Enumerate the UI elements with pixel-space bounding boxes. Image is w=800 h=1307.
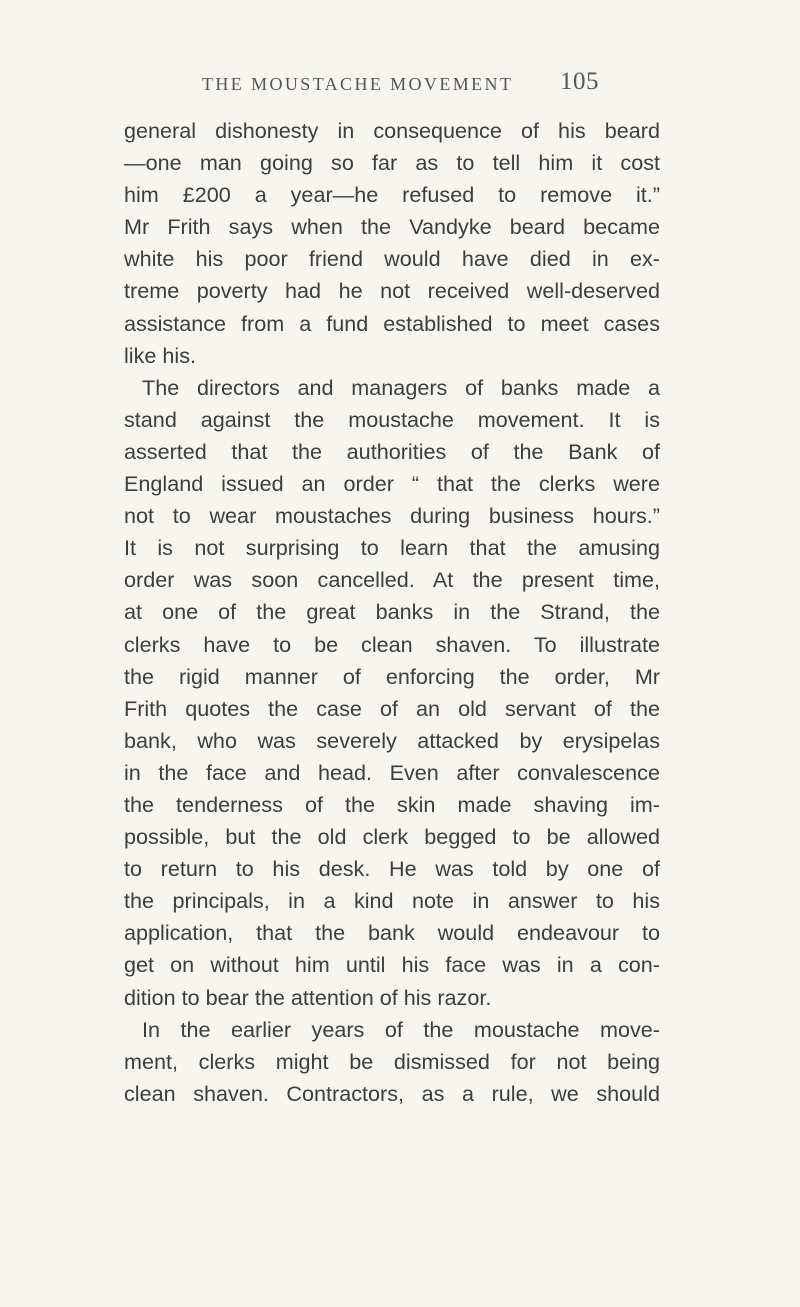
- text-line: ment, clerks might be dismissed for not being: [124, 1048, 660, 1074]
- page-number: 105: [560, 68, 599, 95]
- text-line: at one of the great banks in the Strand, the: [124, 599, 660, 625]
- text-line: England issued an order “ that the clerks were: [124, 471, 660, 497]
- text-line: The directors and managers of banks made a: [142, 374, 660, 400]
- text-line: to return to his desk. He was told by one of: [124, 856, 660, 882]
- text-line: application, that the bank would endeavour to: [124, 920, 660, 946]
- text-line: asserted that the authorities of the Bank of: [124, 438, 660, 464]
- running-title: THE MOUSTACHE MOVEMENT: [202, 74, 514, 94]
- text-line: general dishonesty in consequence of his beard: [124, 118, 660, 143]
- text-line: possible, but the old clerk begged to be allowed: [124, 824, 660, 850]
- text-line: not to wear moustaches during business hours.”: [124, 503, 660, 529]
- text-line: stand against the moustache movement. It is: [124, 406, 660, 432]
- text-line: get on without him until his face was in a con-: [124, 952, 660, 978]
- text-line: treme poverty had he not received well-deserved: [124, 278, 660, 304]
- text-line: assistance from a fund established to meet cases: [124, 310, 660, 336]
- text-line: in the face and head. Even after convalescence: [124, 759, 660, 785]
- text-line: the rigid manner of enforcing the order, Mr: [124, 663, 660, 689]
- text-line: It is not surprising to learn that the amusing: [124, 535, 660, 561]
- body-text: [124, 115, 660, 1110]
- text-line: —one man going so far as to tell him it cost: [124, 150, 660, 176]
- text-line: the principals, in a kind note in answer to his: [124, 888, 660, 914]
- text-line: white his poor friend would have died in ex-: [124, 246, 660, 272]
- text-line: like his.: [124, 342, 197, 368]
- text-line: bank, who was severely attacked by erysipelas: [124, 727, 660, 753]
- text-line: the tenderness of the skin made shaving im-: [124, 791, 660, 817]
- text-line: clerks have to be clean shaven. To illustrate: [124, 631, 660, 657]
- text-line: order was soon cancelled. At the present time,: [124, 567, 660, 593]
- text-line: Frith quotes the case of an old servant of the: [124, 695, 660, 721]
- text-line: dition to bear the attention of his razor.: [124, 984, 492, 1010]
- text-line: In the earlier years of the moustache move-: [142, 1016, 660, 1042]
- text-line: clean shaven. Contractors, as a rule, we should: [124, 1080, 660, 1106]
- text-line: him £200 a year—he refused to remove it.”: [124, 182, 660, 208]
- text-line: Mr Frith says when the Vandyke beard became: [124, 214, 660, 240]
- page-header: [180, 68, 620, 98]
